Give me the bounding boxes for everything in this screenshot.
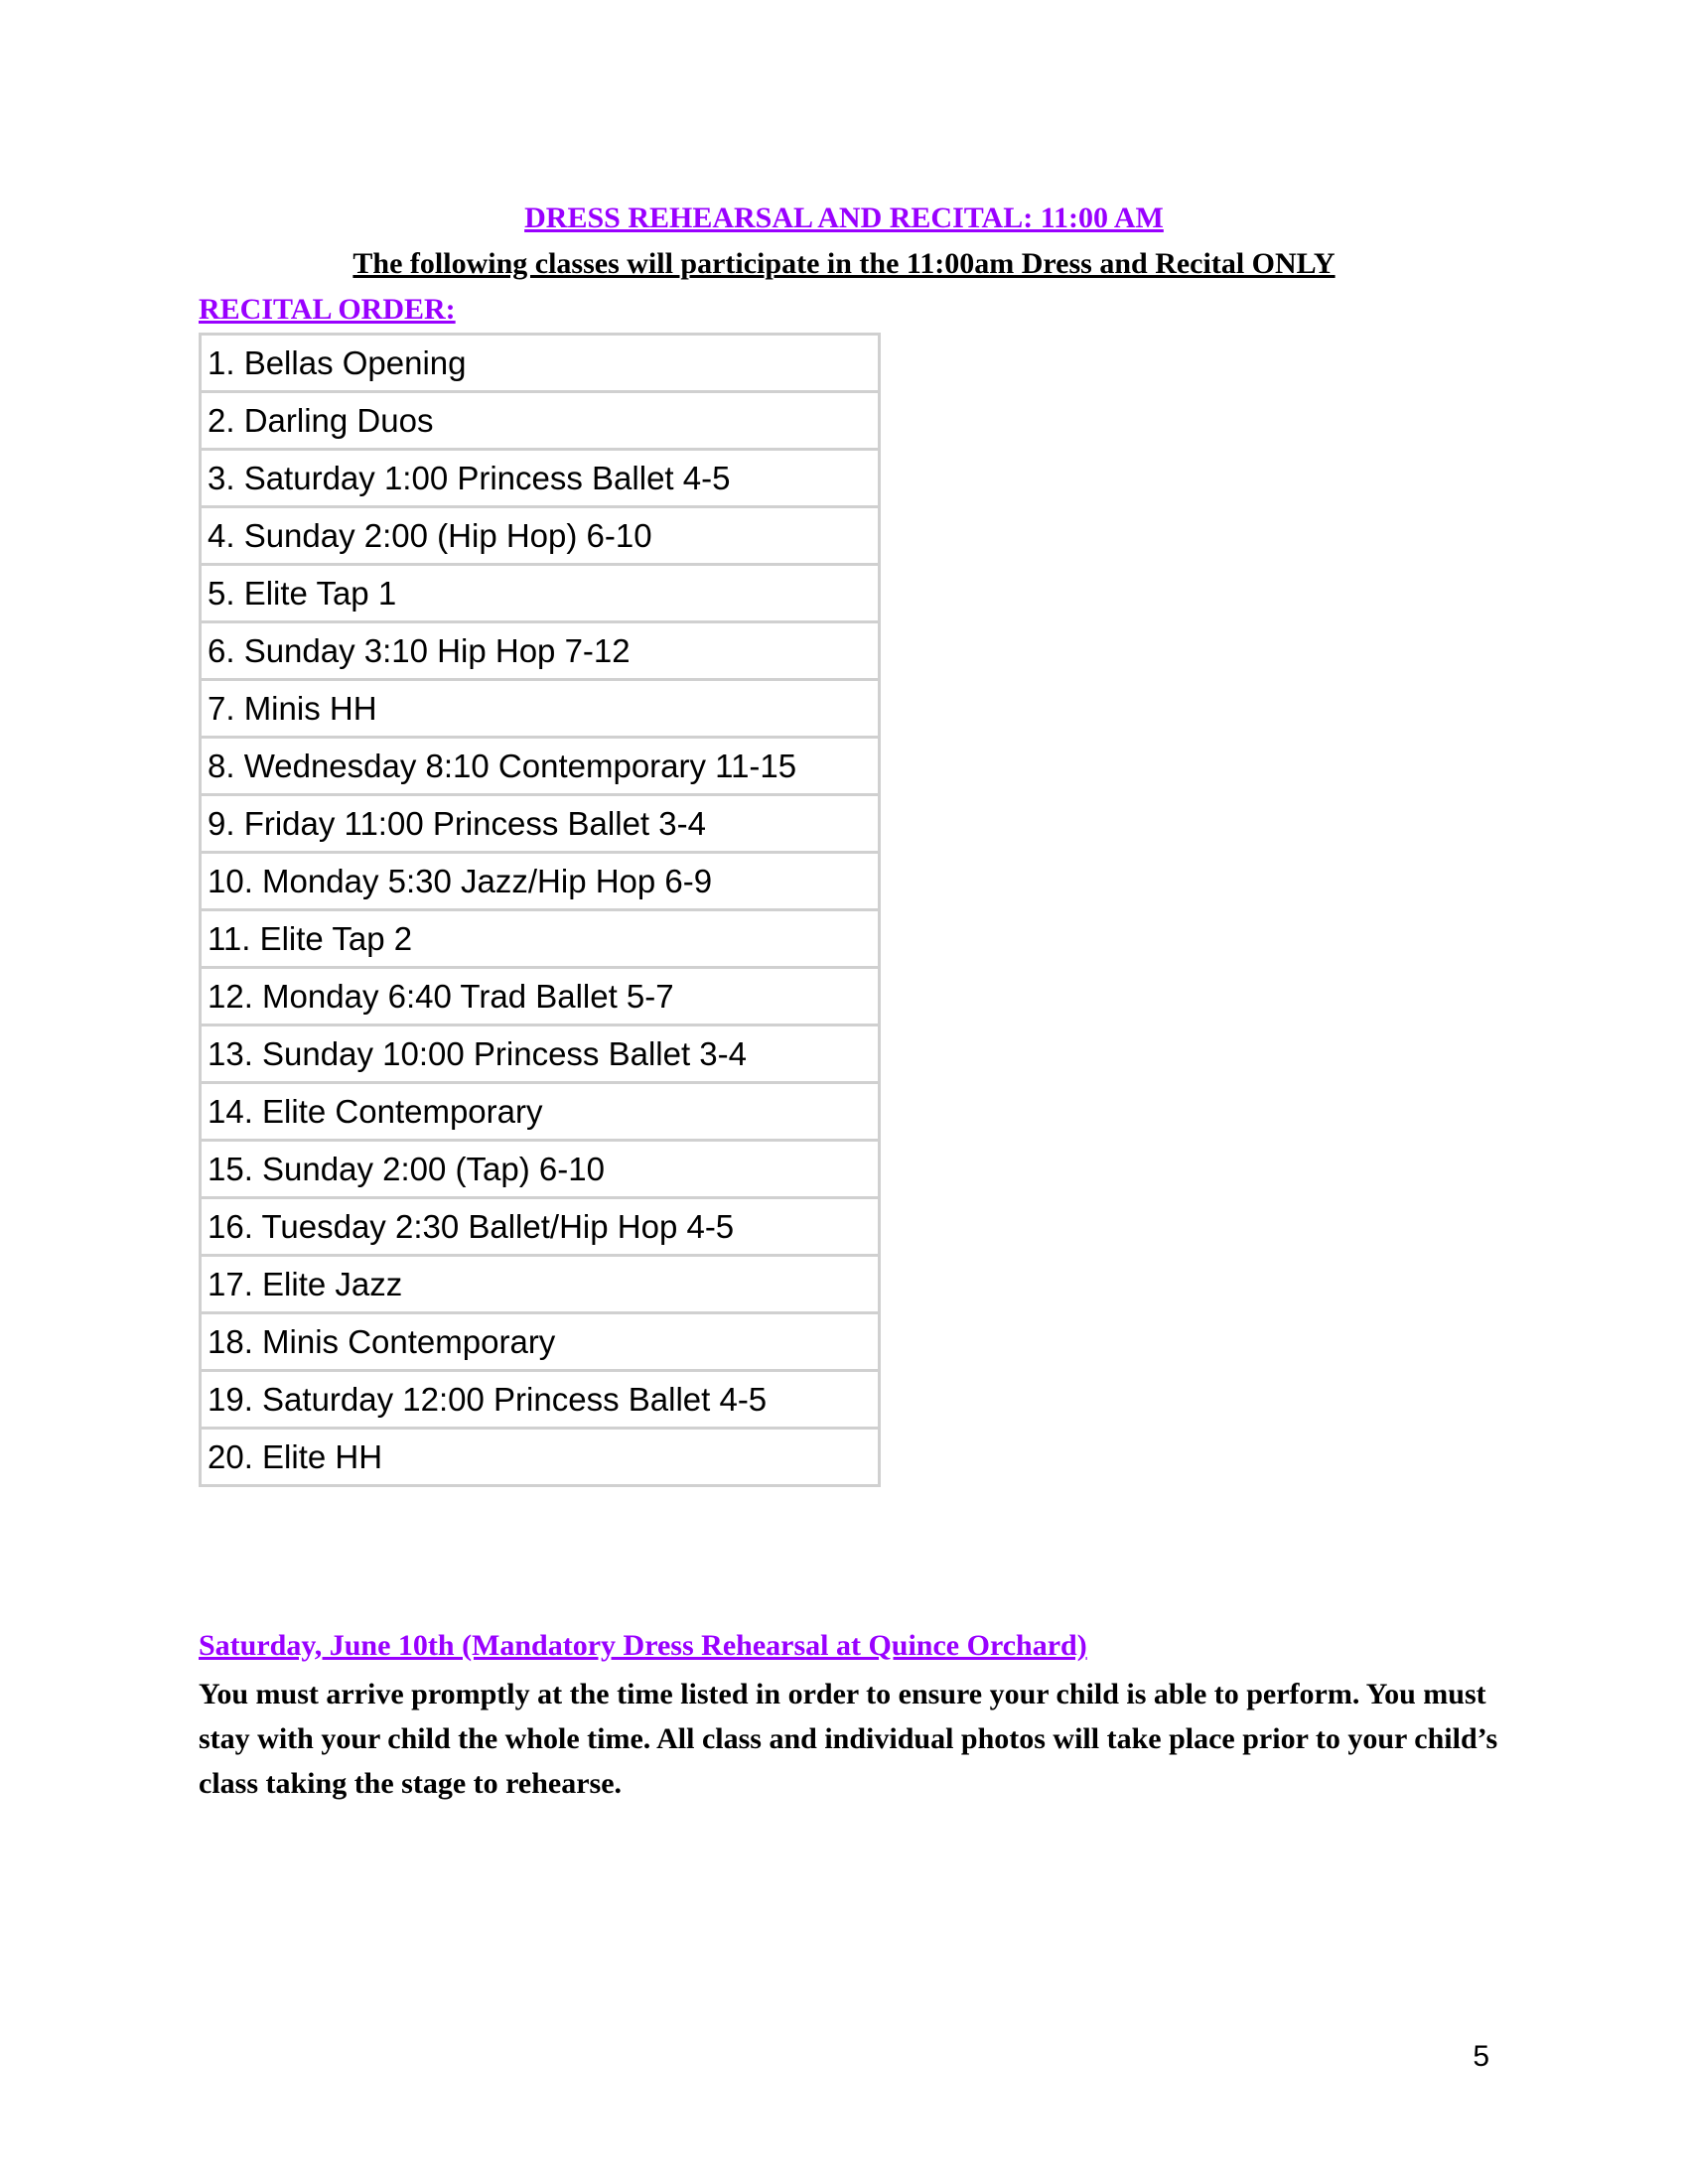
- table-row: [201, 738, 880, 795]
- page-title: DRESS REHEARSAL AND RECITAL: 11:00 AM: [524, 202, 1164, 234]
- page-number: 5: [1473, 2040, 1489, 2073]
- recital-item: 18. Minis Contemporary: [201, 1313, 880, 1371]
- recital-item: 12. Monday 6:40 Trad Ballet 5-7: [201, 968, 880, 1025]
- table-row: [201, 1256, 880, 1313]
- recital-item: 2. Darling Duos: [201, 392, 880, 450]
- recital-item: 14. Elite Contemporary: [201, 1083, 880, 1141]
- recital-item: 13. Sunday 10:00 Princess Ballet 3-4: [201, 1025, 880, 1083]
- table-row: [201, 622, 880, 680]
- recital-item: 16. Tuesday 2:30 Ballet/Hip Hop 4-5: [201, 1198, 880, 1256]
- page-subtitle: The following classes will participate in the 11:00am Dress and Recital ONLY: [352, 247, 1336, 280]
- table-row: [201, 1141, 880, 1198]
- dress-rehearsal-heading: Saturday, June 10th (Mandatory Dress Rehearsal at Quince Orchard): [199, 1629, 1087, 1662]
- table-row: [201, 565, 880, 622]
- recital-item: 17. Elite Jazz: [201, 1256, 880, 1313]
- recital-item: 5. Elite Tap 1: [201, 565, 880, 622]
- table-row: [201, 335, 880, 392]
- table-row: [201, 910, 880, 968]
- recital-item: 8. Wednesday 8:10 Contemporary 11-15: [201, 738, 880, 795]
- table-row: [201, 1025, 880, 1083]
- table-row: [201, 507, 880, 565]
- recital-item: 15. Sunday 2:00 (Tap) 6-10: [201, 1141, 880, 1198]
- recital-item: 6. Sunday 3:10 Hip Hop 7-12: [201, 622, 880, 680]
- table-row: [201, 795, 880, 853]
- table-row: [201, 853, 880, 910]
- table-row: [201, 1313, 880, 1371]
- recital-item: 11. Elite Tap 2: [201, 910, 880, 968]
- recital-order-heading: RECITAL ORDER:: [199, 293, 456, 326]
- recital-item: 9. Friday 11:00 Princess Ballet 3-4: [201, 795, 880, 853]
- table-row: [201, 1429, 880, 1486]
- recital-item: 4. Sunday 2:00 (Hip Hop) 6-10: [201, 507, 880, 565]
- recital-item: 7. Minis HH: [201, 680, 880, 738]
- recital-item: 19. Saturday 12:00 Princess Ballet 4-5: [201, 1371, 880, 1429]
- table-row: [201, 1083, 880, 1141]
- recital-item: 1. Bellas Opening: [201, 335, 880, 392]
- recital-order-table: [199, 333, 881, 1487]
- table-row: [201, 392, 880, 450]
- recital-item: 20. Elite HH: [201, 1429, 880, 1486]
- table-row: [201, 968, 880, 1025]
- table-row: [201, 1371, 880, 1429]
- table-row: [201, 680, 880, 738]
- recital-item: 3. Saturday 1:00 Princess Ballet 4-5: [201, 450, 880, 507]
- table-row: [201, 450, 880, 507]
- recital-item: 10. Monday 5:30 Jazz/Hip Hop 6-9: [201, 853, 880, 910]
- table-row: [201, 1198, 880, 1256]
- dress-rehearsal-instructions: You must arrive promptly at the time listed in order to ensure your child is able to perform. You must stay with your child the whole time. All class and individual photos will take place prior to your child’s class taking the stage to rehearse.: [199, 1678, 1498, 1800]
